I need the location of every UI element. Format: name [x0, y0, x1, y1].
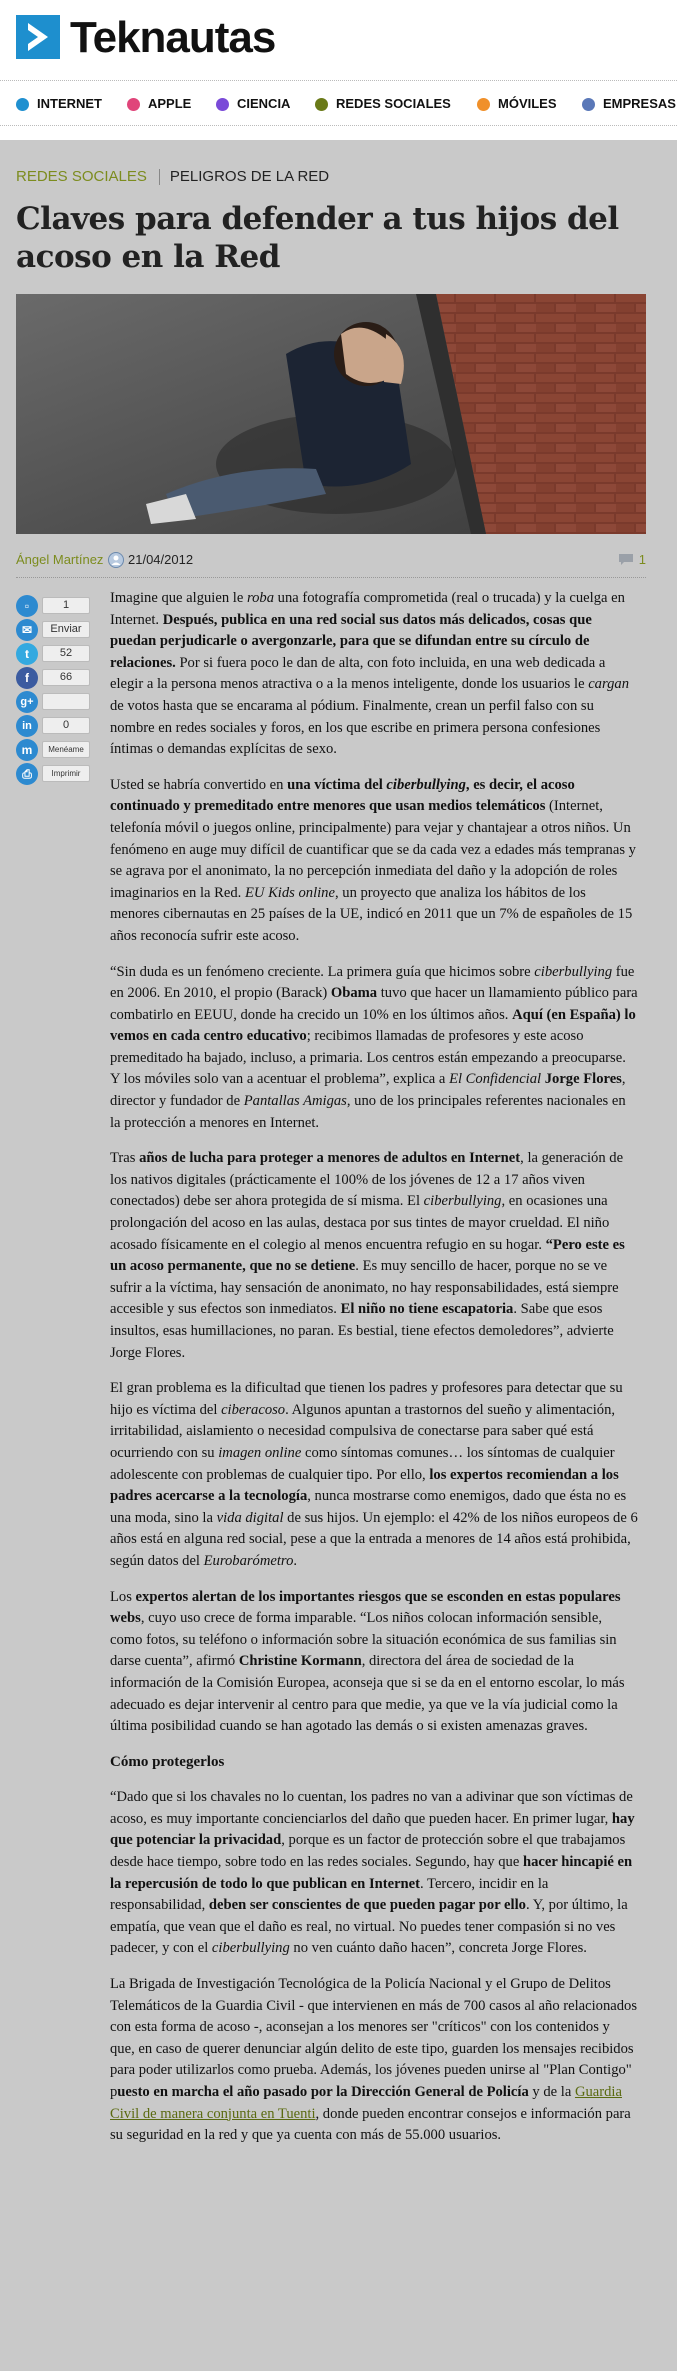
text: ciberacoso — [221, 1401, 286, 1418]
nav-item-empresas[interactable] — [582, 92, 676, 116]
text: “Sin duda es un fenómeno creciente. La primera guía que hicimos sobre — [110, 963, 535, 980]
breadcrumb-separator — [159, 169, 160, 185]
share-count: 1 — [42, 597, 90, 614]
share-comment[interactable] — [16, 594, 96, 618]
text: ciberbullying — [386, 776, 466, 793]
text: Aquí (en España) lo vemos en cada centro educativo — [110, 1006, 636, 1045]
share-meneame[interactable] — [16, 738, 96, 762]
divider — [16, 577, 646, 578]
publish-date: 21/04/2012 — [128, 552, 194, 567]
nav-dot-icon — [216, 98, 229, 111]
nav-item-redes-sociales[interactable] — [315, 92, 451, 116]
text: los expertos recomiendan a los padres acercarse a la tecnología — [110, 1466, 619, 1505]
text: Eurobarómetro — [203, 1552, 294, 1569]
section-heading: Cómo protegerlos — [110, 1753, 225, 1770]
author-link[interactable]: Ángel Martínez — [16, 552, 104, 567]
divider — [0, 125, 677, 126]
breadcrumb-section[interactable]: REDES SOCIALES — [16, 168, 147, 185]
chevron-right-icon — [16, 15, 60, 59]
text: . Y, por último, la empatía, que vean que el daño es real, no virtual. No puedes tener compasión si no ves padecer, y con el — [110, 1897, 628, 1957]
print-icon: ⎙ — [16, 763, 38, 785]
share-label: Imprimir — [42, 765, 90, 782]
share-label: Menéame — [42, 741, 90, 758]
text: hay que potenciar la privacidad — [110, 1810, 635, 1849]
text: Tras — [110, 1150, 140, 1167]
paragraph — [110, 775, 638, 948]
text: tuvo que hacer un llamamiento público para combatirlo en EEUU, donde ha crecido un 10% en los últimos años. — [110, 985, 638, 1023]
nav-label: INTERNET — [37, 96, 102, 111]
text: de sus hijos. Un ejemplo: el 42% de los niños europeos de 6 años está en alguna red social, pese a que la entrada a menores de 14 años está prohibida, según datos del — [110, 1509, 638, 1569]
nav-dot-icon — [127, 98, 140, 111]
nav-dot-icon — [477, 98, 490, 111]
site-header — [0, 0, 677, 140]
comment-count[interactable]: 1 — [638, 552, 646, 567]
share-email[interactable] — [16, 618, 96, 642]
breadcrumb — [16, 168, 329, 185]
nav-item-internet[interactable] — [16, 92, 102, 116]
article-title: Claves para defender a tus hijos del acoso en la Red — [16, 201, 619, 275]
text: , un proyecto que analiza los hábitos de los menores cibernautas en 25 países de la UE, indicó en 2011 que un 7% de españoles de 15 años reconocía sufrir este acoso. — [110, 884, 633, 944]
share-count: 52 — [42, 645, 90, 662]
text: La Brigada de Investigación Tecnológica de la Policía Nacional y el Grupo de Delitos Telemáticos de la Guardia Civil - que intervienen en más de 700 casos al año relacionados con esta forma de acoso -, aconsejan a los menores ser "críticos" con los contenidos y que, en caso de querer denunciar algún delito de este tipo, guarden los mensajes recibidos para poder utilizarlos como prueba. Además, los jóvenes pueden unirse al "Plan Contigo" p — [110, 1976, 638, 2100]
text: (Internet, telefonía móvil o juegos online, principalmente) para vejar y chantajear a otros niños. Un fenómeno en auge muy difícil de cuantificar que se da cada vez a edades más tempranas y se agrava por el anonimato, la no percepción inmediata del daño y la adopción de roles imaginarios en la Red. — [110, 798, 636, 901]
share-count: 66 — [42, 669, 90, 686]
email-icon: ✉ — [16, 619, 38, 641]
article-body — [110, 588, 638, 2161]
paragraph — [110, 1787, 638, 1960]
text: Después, publica en una red social sus datos más delicados, cosas que puedan perjudicarle o avergonzarle, para que se difundan entre su círculo de relaciones. — [110, 611, 592, 671]
comment-icon: ▫ — [16, 595, 38, 617]
text: vida digital — [216, 1509, 284, 1526]
share-facebook[interactable] — [16, 666, 96, 690]
google-plus-icon: g+ — [16, 691, 38, 713]
share-count — [42, 693, 90, 710]
text: , directora del área de sociedad de la información de la Comisión Europea, aconseja que si se da en el entorno escolar, lo más adecuado es dejar intervenir al centro para que medie, ya que ve la vía judicial como la última posibilidad cuando se han agotado las demás o si existen amenazas graves. — [110, 1653, 625, 1735]
paragraph — [110, 1587, 638, 1738]
text: . Algunos apuntan a trastornos del sueño y alimentación, irritabilidad, aislamiento o necesidad compulsiva de conectarse para saber qué está ocurriendo con su — [110, 1401, 616, 1461]
paragraph — [110, 1378, 638, 1572]
text: . Es muy sencillo de hacer, porque no se ve sufrir a la víctima, hay sensación de anonimato, no hay responsabilidades, está siempre accesible y sus efectos son inmediatos. — [110, 1258, 619, 1318]
share-print[interactable] — [16, 762, 96, 786]
text: ; recibimos llamadas de profesores y este acoso premeditado ha bajado, incluso, a primaria. Los centros están empezando a preocuparse. Y los móviles solo van a acentuar el problema”, explica a — [110, 1028, 626, 1088]
breadcrumb-topic[interactable]: PELIGROS DE LA RED — [169, 168, 330, 185]
text: Pantallas Amigas — [243, 1093, 347, 1110]
text: “Pero este es un acoso permanente, que no se detiene — [110, 1236, 625, 1275]
divider — [0, 80, 677, 81]
text: no ven cuánto daño hacen”, concreta Jorge Flores. — [289, 1940, 587, 1957]
text: ciberbullying — [211, 1940, 290, 1957]
text: años de lucha para proteger a menores de adultos en Internet — [139, 1150, 521, 1167]
article-meta — [16, 550, 646, 572]
nav-label: CIENCIA — [237, 96, 291, 111]
text: Usted se habría convertido en — [110, 776, 288, 793]
text: . Sabe que esos insultos, esas humillaciones, no paran. Es bestial, tiene efectos demoledores”, advierte Jorge Flores. — [110, 1301, 614, 1361]
text: El Confidencial — [449, 1071, 542, 1088]
text: Los — [110, 1588, 136, 1605]
share-linkedin[interactable] — [16, 714, 96, 738]
text: imagen online — [218, 1444, 302, 1461]
main-nav — [0, 88, 677, 120]
text: una fotografía comprometida (real o trucada) y la cuelga en Internet. — [110, 590, 625, 628]
text: una víctima del — [287, 776, 387, 793]
twitter-icon: t — [16, 643, 38, 665]
share-count: 0 — [42, 717, 90, 734]
share-twitter[interactable] — [16, 642, 96, 666]
text: roba — [246, 590, 274, 606]
text: , la generación de los nativos digitales (prácticamente el 100% de los jóvenes de 12 a 17 años viven conectados) debe ser ahora protegida de sí misma. El — [110, 1150, 624, 1210]
share-label: Enviar — [42, 621, 90, 638]
text: ciberbullying — [534, 963, 613, 980]
nav-dot-icon — [16, 98, 29, 111]
text: EU Kids online — [244, 884, 335, 901]
nav-label: REDES SOCIALES — [336, 96, 451, 111]
text: expertos alertan de los importantes riesgos que se esconden en estas populares webs — [110, 1588, 621, 1627]
text: , en ocasiones una prolongación del acoso en las aulas, destaca por sus tintes de mayor crueldad. El niño acosado físicamente en el colegio al menos encuentra refugio en su hogar. — [110, 1193, 610, 1253]
paragraph — [110, 962, 638, 1135]
facebook-icon: f — [16, 667, 38, 689]
site-name[interactable]: Teknautas — [70, 13, 276, 62]
linkedin-icon: in — [16, 715, 38, 737]
text: , director y fundador de — [110, 1071, 626, 1110]
guardia-civil-link[interactable]: Guardia Civil de manera conjunta en Tuenti — [110, 2084, 622, 2122]
text: Jorge Flores — [544, 1071, 622, 1088]
text: El niño no tiene escapatoria — [340, 1301, 514, 1318]
text: como síntomas comunes… los síntomas de cualquier adolescente con problemas de cualquier tipo. Por ello, — [110, 1444, 615, 1483]
nav-label: APPLE — [148, 96, 192, 111]
text: cargan — [588, 676, 630, 693]
text: , es decir, el acoso continuado y premeditado entre menores que usan medios telemáticos — [110, 776, 575, 815]
text: hacer hincapié en la repercusión de todo lo que publican en Internet — [110, 1854, 633, 1892]
nav-item-apple[interactable] — [127, 92, 191, 116]
text: . Tercero, incidir en la responsabilidad, — [110, 1875, 549, 1914]
share-toolbar — [16, 594, 96, 786]
logo[interactable] — [16, 15, 60, 59]
text: Imagine que alguien le — [110, 590, 247, 606]
text: “Dado que si los chavales no lo cuentan, los padres no van a adivinar que son víctimas de acoso, es muy importante concienciarlos del daño que pueden hacer. En primer lugar, — [110, 1789, 633, 1827]
nav-label: EMPRESAS — [603, 96, 676, 111]
text: y de la — [528, 2084, 575, 2100]
text: ciberbullying — [423, 1193, 502, 1210]
text: deben ser conscientes de que pueden pagar por ello — [208, 1897, 526, 1914]
article-photo — [16, 294, 646, 534]
nav-dot-icon — [315, 98, 328, 111]
text: , cuyo uso crece de forma imparable. “Los niños colocan información sensible, como fotos, su teléfono o información sobre la situación económica de sus familias sin darse cuenta”, afirmó — [110, 1610, 617, 1670]
paragraph — [110, 1974, 638, 2147]
text: El gran problema es la dificultad que tienen los padres y profesores para detectar que su hijo es víctima del — [110, 1380, 623, 1418]
text: de votos hasta que se encarama al pódium. Finalmente, crean un perfil falso con su nombre en redes sociales y foros, en los que escribe en primera persona confesiones íntimas o demandas explícitas de sexo. — [110, 697, 601, 758]
nav-item-moviles[interactable] — [477, 92, 557, 116]
text: fue en 2006. En 2010, el propio (Barack) — [110, 963, 635, 1002]
text: , donde pueden encontrar consejos e información para su seguridad en la red y que ya cuenta con más de 55.000 usuarios. — [110, 2105, 631, 2144]
text: Por si fuera poco le dan de alta, con foto incluida, en una web dedicada a elegir a la persona menos atractiva o a la menos inteligente, donde los usuarios le — [110, 654, 606, 693]
comment-icon[interactable] — [618, 553, 634, 566]
text: , porque es un factor de protección sobre el que trabajamos desde hace tiempo, sobre todo en las redes sociales. Segundo, hay que — [110, 1832, 626, 1871]
text: uesto en marcha el año pasado por la Dirección General de Policía — [117, 2084, 529, 2100]
user-icon — [108, 552, 124, 568]
meneame-icon: m — [16, 739, 38, 761]
text: Christine Kormann — [238, 1653, 362, 1670]
text: , uno de los principales referentes nacionales en la protección a menores en Internet. — [110, 1093, 626, 1131]
text: . — [293, 1552, 298, 1569]
share-google-plus[interactable] — [16, 690, 96, 714]
nav-dot-icon — [582, 98, 595, 111]
paragraph — [110, 1148, 638, 1364]
paragraph — [110, 588, 638, 761]
nav-label: MÓVILES — [498, 96, 557, 111]
nav-item-ciencia[interactable] — [216, 92, 290, 116]
text: Obama — [330, 985, 378, 1002]
text: , nunca mostrarse como enemigos, dado que ésta no es una moda, sino la — [110, 1488, 627, 1526]
